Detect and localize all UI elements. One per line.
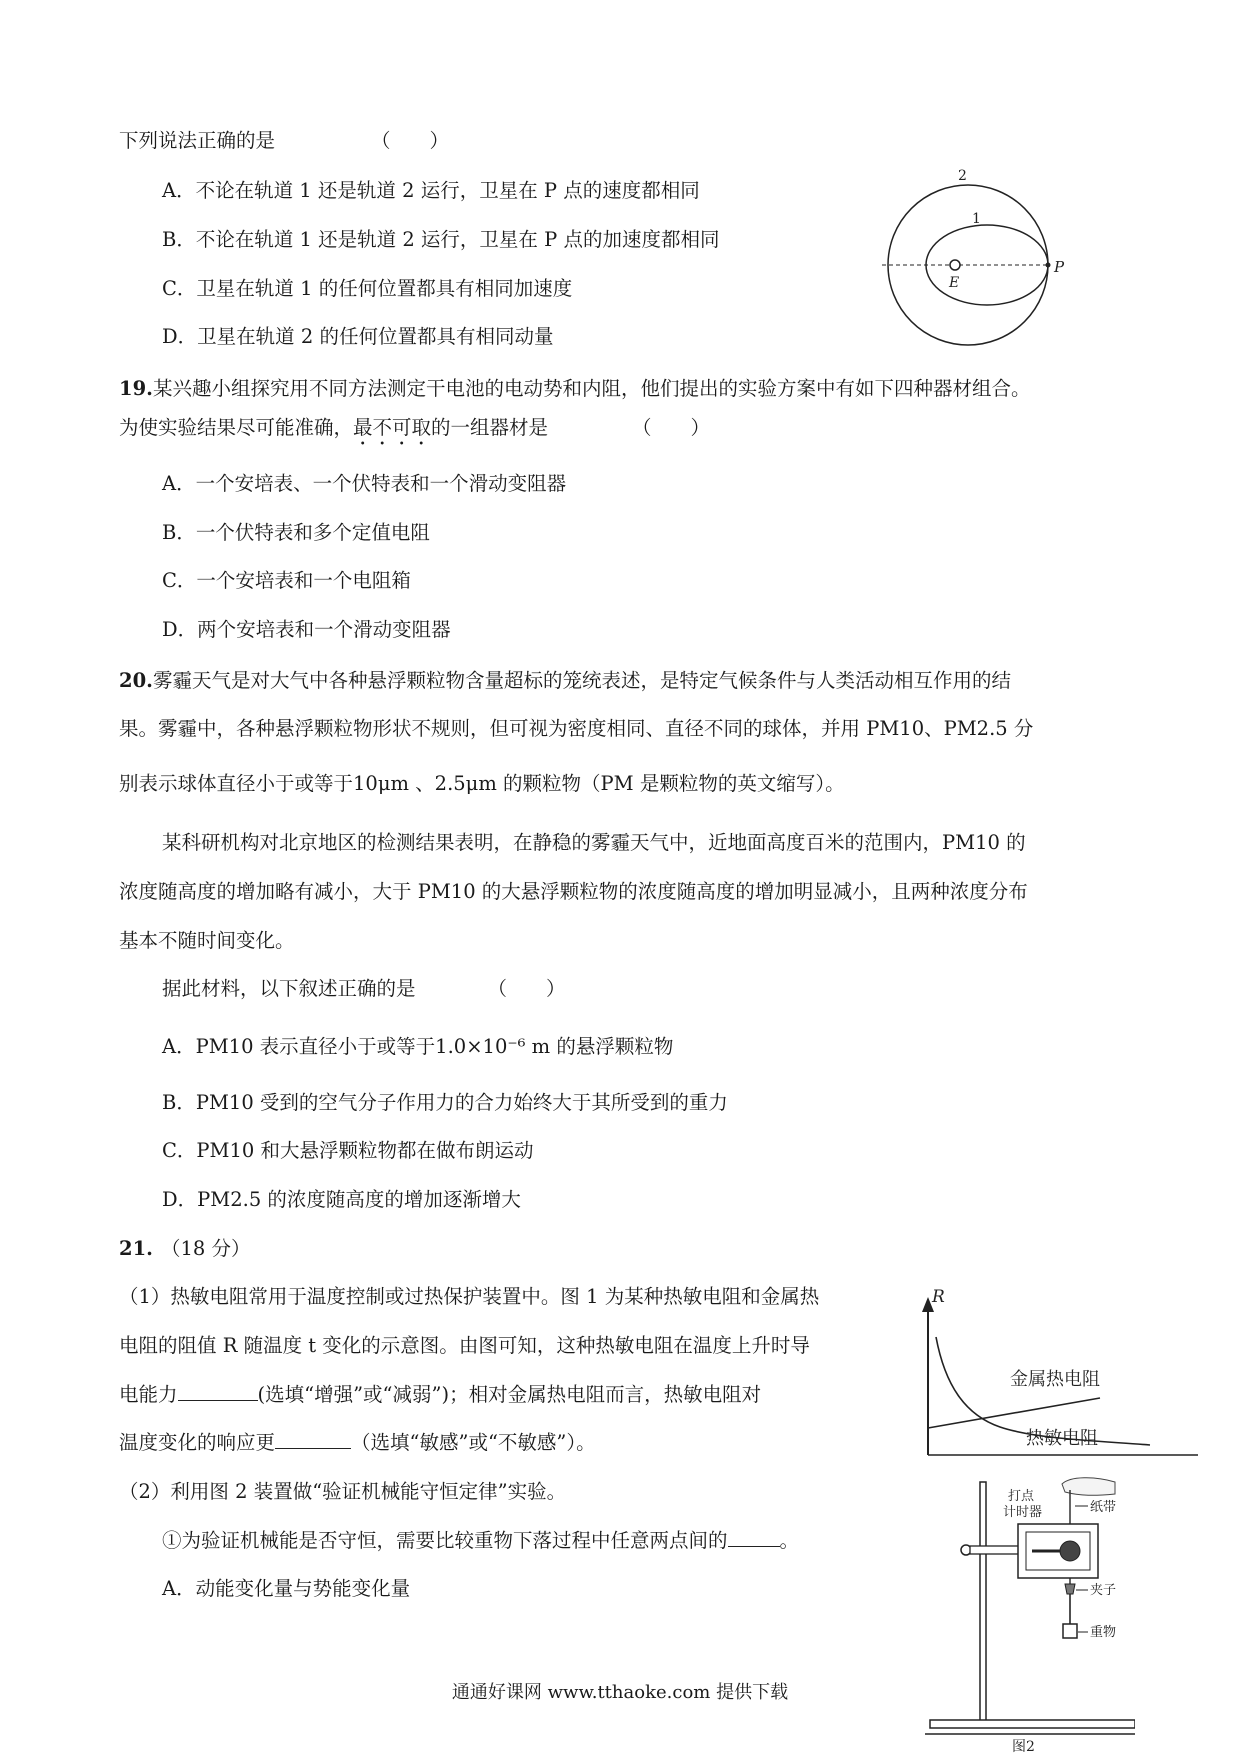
- q20-line2: 果。雾霾中，各种悬浮颗粒物形状不规则，但可视为密度相同、直径不同的球体，并用 PM10、PM2.5 分: [119, 717, 1034, 740]
- q20-line1: 20.雾霾天气是对大气中各种悬浮颗粒物含量超标的笼统表述，是特定气候条件与人类活动相互作用的结: [119, 669, 1011, 692]
- fill-blank-1[interactable]: [178, 1382, 258, 1401]
- clip-shape: [1065, 1584, 1075, 1594]
- q18-option-b: B．不论在轨道 1 还是轨道 2 运行，卫星在 P 点的加速度都相同: [162, 228, 720, 251]
- q20-ask: 据此材料，以下叙述正确的是 （ ）: [162, 977, 566, 1000]
- q20-para2-line3: 基本不随时间变化。: [119, 929, 295, 952]
- weight-label: 重物: [1090, 1625, 1117, 1640]
- tape-label: 纸带: [1090, 1500, 1117, 1515]
- clip-label: 夹子: [1090, 1583, 1117, 1598]
- q21-p2-line1: （2）利用图 2 装置做“验证机械能守恒定律”实验。: [119, 1480, 567, 1503]
- q18-answer-paren: （ ）: [371, 129, 450, 152]
- metal-resistor-line: [928, 1398, 1100, 1428]
- q20-para2-line1: 某科研机构对北京地区的检测结果表明，在静稳的雾霾天气中，近地面高度百米的范围内，PM10 的: [162, 831, 1026, 854]
- q19-option-a: A．一个安培表、一个伏特表和一个滑动变阻器: [162, 472, 567, 495]
- weight-block: [1063, 1624, 1077, 1638]
- q19-number: 19.: [119, 377, 153, 400]
- q20-number: 20.: [119, 669, 153, 692]
- q20-option-b: B．PM10 受到的空气分子作用力的合力始终大于其所受到的重力: [162, 1091, 728, 1114]
- clamp-arm: [970, 1546, 1020, 1554]
- q21-header: [119, 1236, 250, 1262]
- q21-p2-option-a: A．动能变化量与势能变化量: [162, 1577, 411, 1600]
- earth-label: E: [949, 275, 960, 291]
- orbit-figure: [870, 165, 1080, 350]
- q21-p2-line2: ①为验证机械能是否守恒，需要比较重物下落过程中任意两点间的 。: [162, 1529, 800, 1552]
- point-p-label: P: [1054, 258, 1065, 276]
- q20-line3: 别表示球体直径小于或等于10μm 、2.5μm 的颗粒物（PM 是颗粒物的英文缩写）。: [119, 772, 845, 795]
- thermistor-label: 热敏电阻: [1026, 1428, 1098, 1449]
- q20-option-c: C．PM10 和大悬浮颗粒物都在做布朗运动: [162, 1139, 534, 1162]
- timer-coil: [1060, 1541, 1080, 1561]
- q19-option-d: D．两个安培表和一个滑动变阻器: [162, 618, 451, 641]
- q21-number: 21.: [119, 1237, 153, 1260]
- r-axis-label: R: [932, 1287, 945, 1307]
- q19-emphasis: 最不可取: [353, 416, 432, 439]
- q21-p1-line3: 电能力 (选填“增强”或“减弱”)；相对金属热电阻而言，热敏电阻对: [119, 1383, 762, 1406]
- q18-stem: 下列说法正确的是 （ ）: [119, 129, 450, 152]
- q20-answer-paren: （ ）: [487, 977, 566, 1000]
- timer-label-1: 打点: [1008, 1489, 1035, 1504]
- q19-option-b: B．一个伏特表和多个定值电阻: [162, 521, 430, 544]
- orbit-2-label: 2: [958, 168, 967, 184]
- metal-resistor-label: 金属热电阻: [1010, 1369, 1100, 1390]
- q18-option-c: C．卫星在轨道 1 的任何位置都具有相同加速度: [162, 277, 573, 300]
- q21-p1-line1: （1）热敏电阻常用于温度控制或过热保护装置中。图 1 为某种热敏电阻和金属热: [119, 1285, 820, 1308]
- q19-line2: 为使实验结果尽可能准确，最不可取的一组器材是 （ ）: [119, 416, 711, 439]
- q21-p1-line4: 温度变化的响应更 （选填“敏感”或“不敏感”）。: [119, 1431, 596, 1454]
- q21-score: （18 分）: [160, 1237, 251, 1260]
- thermistor-graph-figure: [900, 1285, 1200, 1460]
- q18-option-a: A．不论在轨道 1 还是轨道 2 运行，卫星在 P 点的速度都相同: [162, 179, 700, 202]
- q20-option-d: D．PM2.5 的浓度随高度的增加逐渐增大: [162, 1188, 521, 1211]
- q19-option-c: C．一个安培表和一个电阻箱: [162, 569, 411, 592]
- q19-line1: 19.某兴趣小组探究用不同方法测定干电池的电动势和内阻，他们提出的实验方案中有如下四种器材组合。: [119, 377, 1031, 400]
- apparatus-figure: [920, 1472, 1135, 1754]
- fig2-caption: 图2: [1012, 1739, 1035, 1754]
- page-footer: 通通好课网 www.tthaoke.com 提供下载: [451, 1682, 789, 1703]
- fill-blank-3[interactable]: [728, 1528, 780, 1547]
- q20-para2-line2: 浓度随高度的增加略有减小，大于 PM10 的大悬浮颗粒物的浓度随高度的增加明显减小，且两种浓度分布: [119, 880, 1028, 903]
- timer-label-2: 计时器: [1003, 1505, 1043, 1520]
- q20-option-a: A．PM10 表示直径小于或等于1.0×10⁻⁶ m 的悬浮颗粒物: [162, 1035, 674, 1058]
- q21-p1-line2: 电阻的阻值 R 随温度 t 变化的示意图。由图可知，这种热敏电阻在温度上升时导: [119, 1334, 810, 1357]
- stand-base: [930, 1720, 1135, 1728]
- orbit-1-label: 1: [972, 211, 981, 227]
- q18-option-d: D．卫星在轨道 2 的任何位置都具有相同动量: [162, 325, 554, 348]
- earth-dot: [950, 260, 960, 270]
- point-p-dot: [1046, 263, 1051, 268]
- q19-answer-paren: （ ）: [632, 416, 711, 439]
- fill-blank-2[interactable]: [275, 1430, 351, 1449]
